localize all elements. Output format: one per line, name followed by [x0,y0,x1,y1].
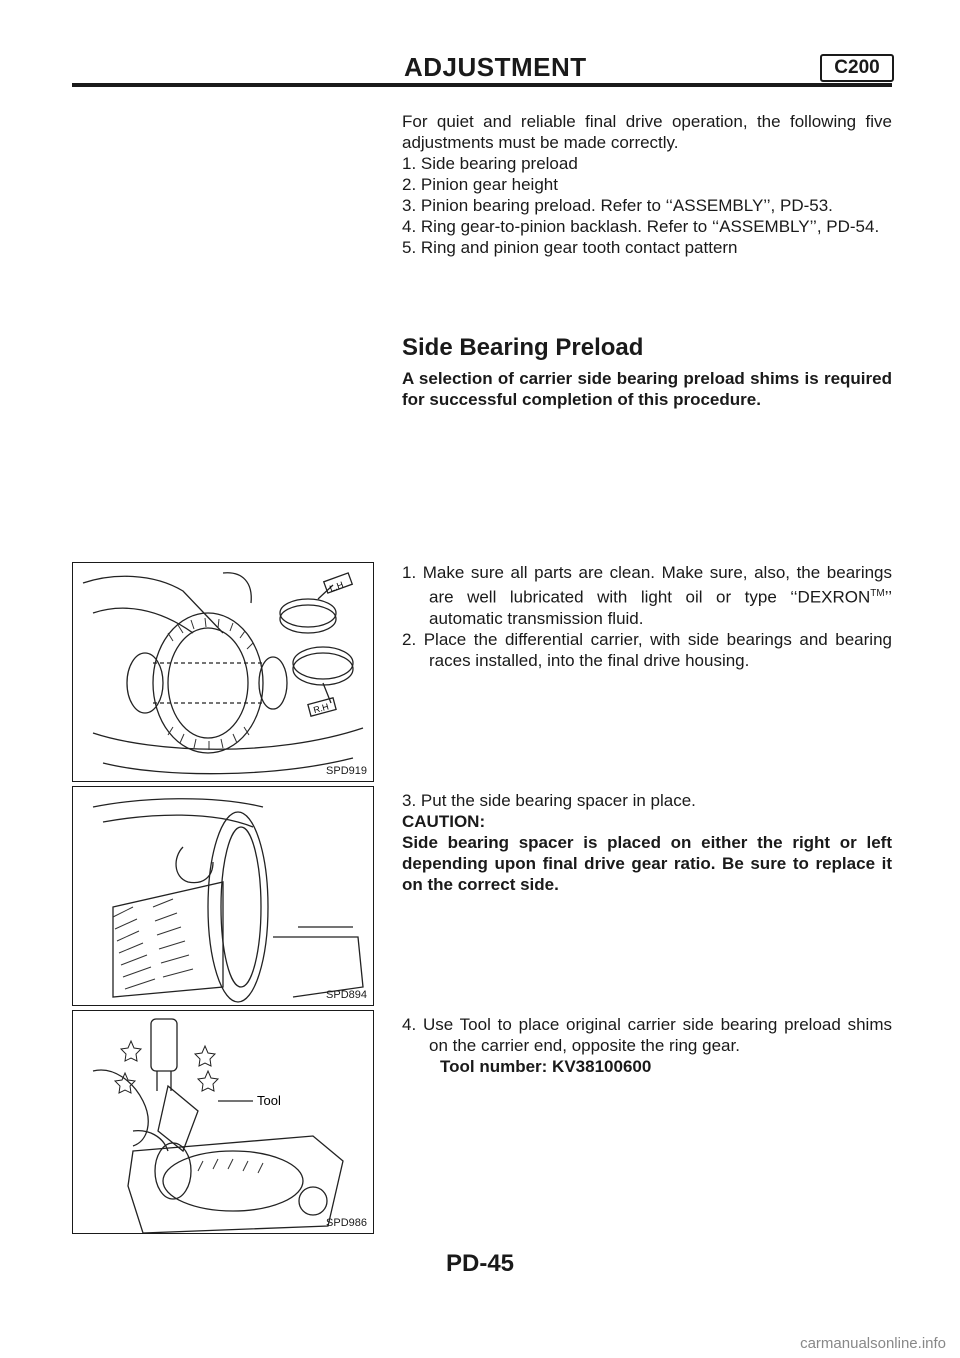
intro-block [402,111,892,258]
star-marker-icon [195,1046,215,1066]
step-1 [402,562,892,629]
intro-item-3: 3. Pinion bearing preload. Refer to ‘‘ASSEMBLY’’, PD-53. [402,196,833,215]
tool-handle [151,1019,177,1071]
step-1-text-b: ’’ automatic transmission fluid. [429,587,892,628]
hand-outline [93,1070,148,1146]
preload-shim-note: A selection of carrier side bearing preload shims is required for successful completion of this procedure. [402,369,892,409]
figure-code: SPD986 [326,1217,367,1229]
section-title: Side Bearing Preload [402,334,644,361]
intro-item-4: 4. Ring gear-to-pinion backlash. Refer to ‘‘ASSEMBLY’’, PD-54. [402,217,880,236]
tool-callout: Tool [257,1093,281,1108]
trademark-mark: TM [870,588,885,599]
bearing-race-right [293,647,353,679]
figure-spd986 [72,1010,374,1234]
side-bearing-spacer-illustration [73,787,373,1005]
steps-1-2 [402,562,892,671]
page-title: ADJUSTMENT [404,52,587,82]
tool-number: Tool number: KV38100600 [440,1057,652,1076]
step-2: 2. Place the differential carrier, with side bearings and bearing races installed, into the final drive housing. [402,629,892,670]
step-4: 4. Use Tool to place original carrier side bearing preload shims on the carrier end, opposite the ring gear. [402,1015,892,1055]
hand-left-outline [83,576,223,633]
step-3-block [402,790,892,895]
tag-lh-label: L.H [328,579,345,594]
star-marker-icon [198,1071,218,1091]
step-1-text-a: 1. Make sure all parts are clean. Make sure, also, the bearings are well lubricated with light oil or type ‘‘DEXRON [402,563,892,607]
tool-placing-shims-illustration [73,1011,373,1233]
header-rule [72,83,892,87]
figure-spd919 [72,562,374,782]
intro-item-5: 5. Ring and pinion gear tooth contact pattern [402,238,738,257]
caution-text: Side bearing spacer is placed on either the right or left depending upon final drive gear ratio. Be sure to replace it on the correct side. [402,833,892,894]
star-marker-icon [121,1041,141,1061]
figure-code: SPD919 [326,765,367,777]
model-badge: C200 [820,54,894,82]
carrier-housing [113,882,223,997]
bearing-race-left [280,599,336,627]
figure-spd894 [72,786,374,1006]
step-3: 3. Put the side bearing spacer in place. [402,791,696,810]
side-bearing [127,653,163,713]
bearing-spacer [208,812,268,1002]
section-note [402,368,892,410]
pinion-opening [299,1187,327,1215]
caution-label: CAUTION: [402,812,486,831]
hand-right-outline [223,573,251,603]
page-number: PD-45 [445,1250,515,1277]
step-4-block [402,1014,892,1077]
intro-item-1: 1. Side bearing preload [402,154,578,173]
hand-outline [93,799,263,807]
intro-text: For quiet and reliable final drive operation, the following five adjustments must be made correctly. [402,112,892,152]
preload-shim [155,1143,191,1199]
watermark: carmanualsonline.info [800,1335,946,1352]
tool-body [158,1086,198,1151]
differential-carrier-illustration [73,563,373,781]
tag-rh-label: R.H [312,701,330,716]
star-marker-icon [115,1073,135,1093]
figure-code: SPD894 [326,989,367,1001]
intro-item-2: 2. Pinion gear height [402,175,558,194]
